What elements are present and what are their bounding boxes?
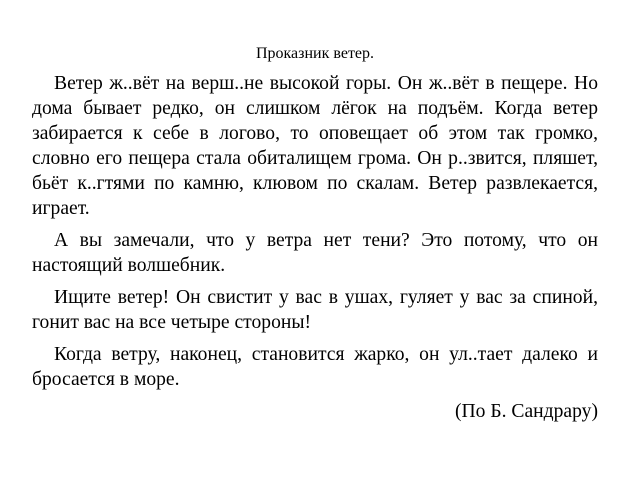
- paragraph-1: Ветер ж..вёт на верш..не высокой горы. Он ж..вёт в пещере. Но дома бывает редко, он слишком лёгок на подъём. Когда ветер забирается к себе в логово, то оповещает об этом так громко, словно его пещера стала обиталищем грома. Он р..звится, пляшет, бьёт к..гтями по камню, клювом по скалам. Ветер развлекается, играет.: [32, 73, 598, 219]
- document-body: [32, 71, 598, 424]
- paragraph-3: Ищите ветер! Он свистит у вас в ушах, гуляет у вас за спиной, гонит вас на все четыре стороны!: [32, 287, 598, 333]
- author-attribution: (По Б. Сандрару): [455, 401, 598, 422]
- document-page: [32, 0, 598, 480]
- paragraph-2: А вы замечали, что у ветра нет тени? Это потому, что он настоящий волшебник.: [32, 230, 598, 276]
- document-title: Проказник ветер.: [255, 45, 375, 62]
- paragraph-4: Когда ветру, наконец, становится жарко, он ул..тает далеко и бросается в море.: [32, 344, 598, 390]
